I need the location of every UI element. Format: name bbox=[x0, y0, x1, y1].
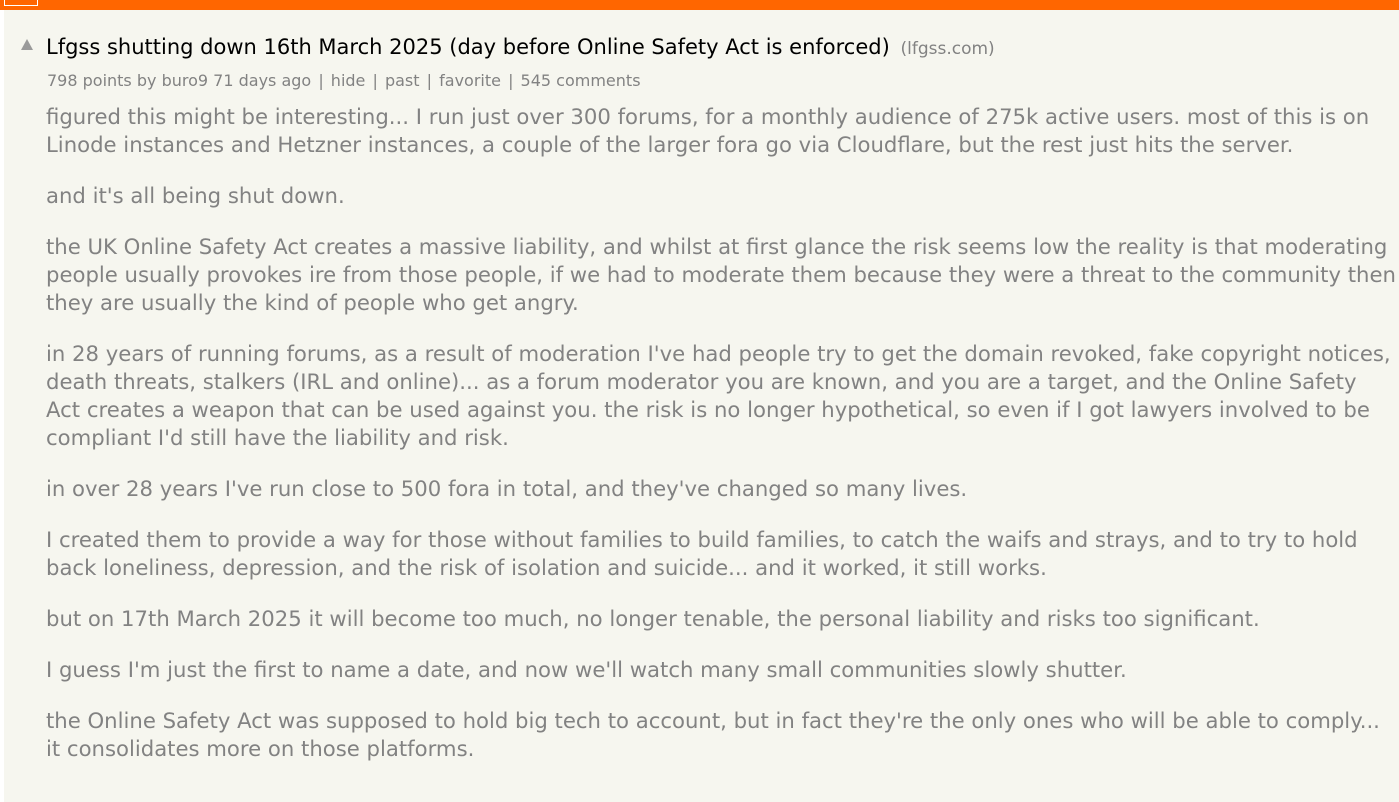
header-bar bbox=[0, 0, 1399, 10]
story-site bbox=[900, 39, 994, 59]
logo-icon[interactable] bbox=[4, 0, 38, 6]
separator: | bbox=[318, 71, 324, 90]
story-subtext bbox=[47, 71, 641, 91]
story-title-line bbox=[46, 33, 995, 63]
story-age-link[interactable]: 71 days ago bbox=[213, 71, 312, 90]
story-paragraph: I created them to provide a way for those without families to build families, to catch the waifs and strays, and to try to hold back loneliness, depression, and the risk of isolation and suicide... and it worked, it still works. bbox=[46, 527, 1358, 580]
separator: | bbox=[426, 71, 433, 90]
separator: | bbox=[508, 71, 514, 90]
story-user-link[interactable]: buro9 bbox=[161, 71, 209, 90]
story-title-link[interactable]: Lfgss shutting down 16th March 2025 (day before Online Safety Act is enforced) bbox=[46, 35, 890, 59]
hide-link[interactable]: hide bbox=[330, 71, 366, 90]
story-text bbox=[46, 103, 1396, 786]
story-paragraph: but on 17th March 2025 it will become too much, no longer tenable, the personal liability and risks too significant. bbox=[46, 606, 1260, 631]
story-paragraph: and it's all being shut down. bbox=[46, 183, 345, 208]
upvote-arrow-icon[interactable] bbox=[21, 39, 33, 50]
story-paragraph: figured this might be interesting... I run just over 300 forums, for a monthly audience of 275k active users. most of this is on Linode instances and Hetzner instances, a couple of the larger fora go via Cloudflare, but the rest just hits the server. bbox=[46, 104, 1370, 157]
comments-link[interactable]: 545 comments bbox=[520, 71, 641, 90]
story-site-link[interactable]: (lfgss.com) bbox=[900, 39, 995, 59]
past-link[interactable]: past bbox=[384, 71, 420, 90]
story-points: 798 points bbox=[47, 71, 132, 90]
main-content bbox=[4, 10, 1399, 802]
story-paragraph: in 28 years of running forums, as a result of moderation I've had people try to get the domain revoked, fake copyright notices, death threats, stalkers (IRL and online)... as a forum moderator you are known, and you are a target, and the Online Safety Act creates a weapon that can be used against you. the risk is no longer hypothetical, so even if I got lawyers involved to be compliant I'd still have the liability and risk. bbox=[46, 341, 1391, 450]
story-paragraph: the Online Safety Act was supposed to hold big tech to account, but in fact they're the only ones who will be able to comply... it consolidates more on those platforms. bbox=[46, 708, 1380, 761]
story-by: by bbox=[136, 71, 157, 90]
story-paragraph: in over 28 years I've run close to 500 fora in total, and they've changed so many lives. bbox=[46, 476, 968, 501]
favorite-link[interactable]: favorite bbox=[439, 71, 501, 90]
story-paragraph: I guess I'm just the first to name a date, and now we'll watch many small communities slowly shutter. bbox=[46, 657, 1127, 682]
story-paragraph: the UK Online Safety Act creates a massive liability, and whilst at first glance the risk seems low the reality is that moderating people usually provokes ire from those people, if we had to moderate them because they were a threat to the community then they are usually the kind of people who get angry. bbox=[46, 234, 1396, 315]
separator: | bbox=[372, 71, 378, 90]
